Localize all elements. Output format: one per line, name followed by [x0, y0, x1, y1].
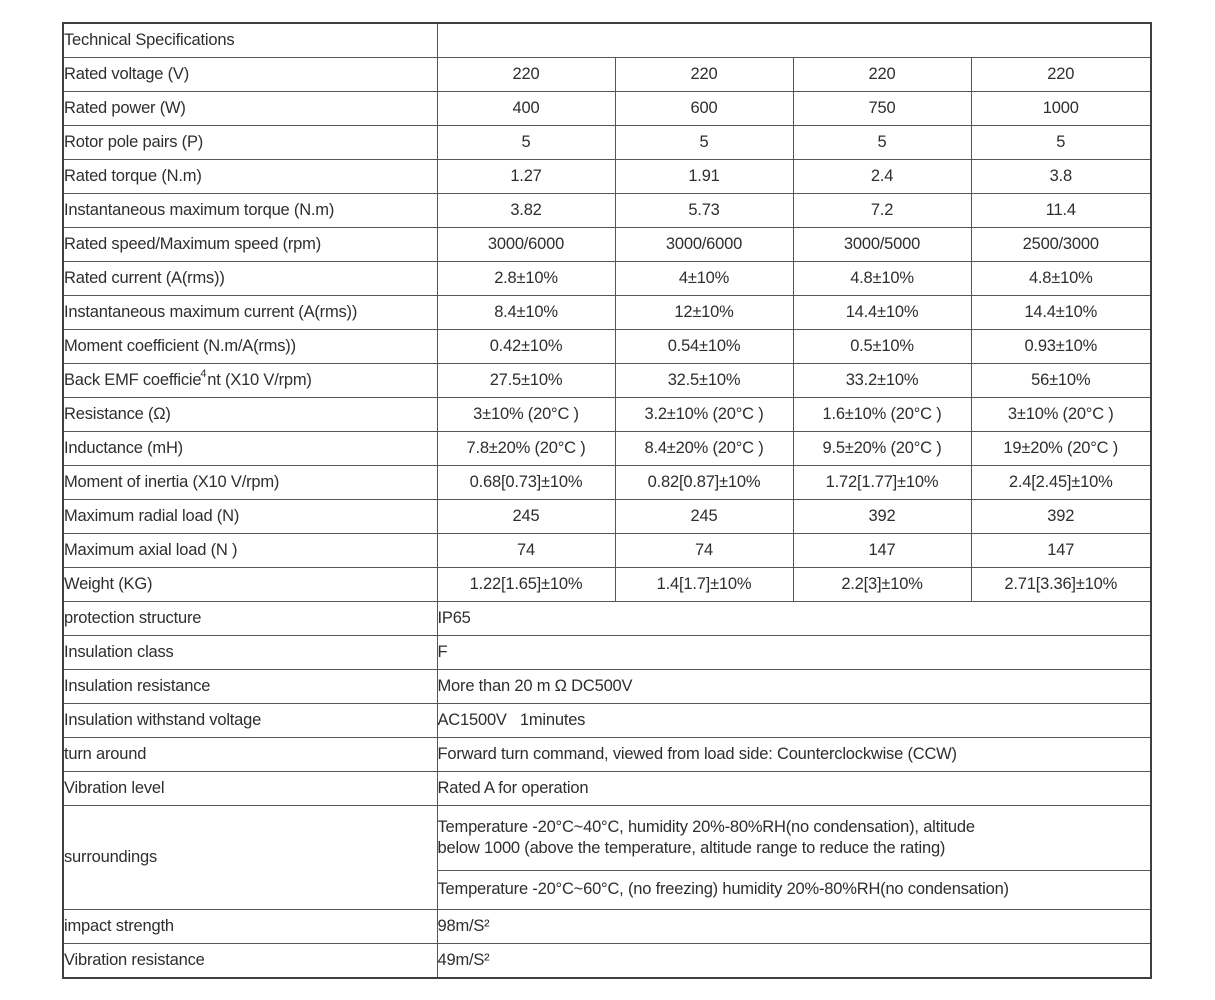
spec-value-cell: 5	[615, 126, 793, 160]
spec-value-cell: 27.5±10%	[437, 364, 615, 398]
label-superscript: 4	[200, 368, 207, 380]
bottom-row	[63, 910, 1151, 944]
spec-value-cell: 2.4[2.45]±10%	[971, 466, 1151, 500]
spec-row	[63, 330, 1151, 364]
spec-value-cell: 1.4[1.7]±10%	[615, 568, 793, 602]
spec-value-cell: 3000/6000	[615, 228, 793, 262]
spec-value-cell: 400	[437, 92, 615, 126]
spec-value-cell: 11.4	[971, 194, 1151, 228]
spec-value-cell: 1.6±10% (20°C )	[793, 398, 971, 432]
spec-row-label: Rated speed/Maximum speed (rpm)	[63, 228, 437, 262]
spec-value-cell: 220	[437, 58, 615, 92]
full-row-value: F	[437, 636, 1151, 670]
spec-table-body	[63, 23, 1151, 978]
spec-value-cell: 3000/5000	[793, 228, 971, 262]
spec-value-cell: 4±10%	[615, 262, 793, 296]
spec-value-cell: 3.8	[971, 160, 1151, 194]
label-prefix: Back EMF coefficie	[64, 371, 202, 389]
spec-value-cell: 2.8±10%	[437, 262, 615, 296]
surroundings-value-1	[437, 806, 1151, 871]
full-row-value: AC1500V 1minutes	[437, 704, 1151, 738]
spec-value-cell: 0.42±10%	[437, 330, 615, 364]
spec-row	[63, 432, 1151, 466]
spec-row	[63, 92, 1151, 126]
spec-value-cell: 0.54±10%	[615, 330, 793, 364]
spec-value-cell: 245	[615, 500, 793, 534]
spec-value-cell: 8.4±10%	[437, 296, 615, 330]
full-row	[63, 636, 1151, 670]
spec-row-label: Rated power (W)	[63, 92, 437, 126]
full-row-value: Forward turn command, viewed from load side: Counterclockwise (CCW)	[437, 738, 1151, 772]
spec-value-cell: 4.8±10%	[793, 262, 971, 296]
spec-value-cell: 12±10%	[615, 296, 793, 330]
spec-value-cell: 3.82	[437, 194, 615, 228]
spec-row	[63, 228, 1151, 262]
spec-value-cell: 0.68[0.73]±10%	[437, 466, 615, 500]
spec-value-cell: 3±10% (20°C )	[971, 398, 1151, 432]
spec-value-cell: 5.73	[615, 194, 793, 228]
full-row-value: Rated A for operation	[437, 772, 1151, 806]
spec-row-label: Maximum radial load (N)	[63, 500, 437, 534]
spec-value-cell: 392	[971, 500, 1151, 534]
spec-row-label: Rotor pole pairs (P)	[63, 126, 437, 160]
spec-row-label: Instantaneous maximum current (A(rms))	[63, 296, 437, 330]
spec-value-cell: 74	[437, 534, 615, 568]
full-row-label: protection structure	[63, 602, 437, 636]
full-row-label: turn around	[63, 738, 437, 772]
spec-value-cell: 7.8±20% (20°C )	[437, 432, 615, 466]
spec-table	[62, 22, 1152, 979]
spec-value-cell: 14.4±10%	[793, 296, 971, 330]
spec-row	[63, 58, 1151, 92]
spec-value-cell: 1000	[971, 92, 1151, 126]
spec-value-cell: 19±20% (20°C )	[971, 432, 1151, 466]
spec-value-cell: 14.4±10%	[971, 296, 1151, 330]
full-row-value: More than 20 m Ω DC500V	[437, 670, 1151, 704]
spec-row	[63, 296, 1151, 330]
bottom-row-value: 98m/S²	[437, 910, 1151, 944]
surroundings-row	[63, 806, 1151, 871]
spec-row-label	[63, 364, 437, 398]
spec-value-cell: 220	[971, 58, 1151, 92]
spec-row	[63, 568, 1151, 602]
surroundings-value-1-line-1: Temperature -20°C~40°C, humidity 20%-80%RH(no condensation), altitude	[437, 817, 975, 836]
header-row	[63, 23, 1151, 58]
full-row	[63, 772, 1151, 806]
spec-value-cell: 2.2[3]±10%	[793, 568, 971, 602]
spec-row	[63, 126, 1151, 160]
surroundings-label: surroundings	[63, 806, 437, 910]
spec-value-cell: 9.5±20% (20°C )	[793, 432, 971, 466]
spec-value-cell: 5	[971, 126, 1151, 160]
full-row-label: Insulation withstand voltage	[63, 704, 437, 738]
spec-value-cell: 0.82[0.87]±10%	[615, 466, 793, 500]
spec-value-cell: 392	[793, 500, 971, 534]
full-row-label: Insulation resistance	[63, 670, 437, 704]
spec-value-cell: 5	[437, 126, 615, 160]
spec-row	[63, 534, 1151, 568]
spec-value-cell: 56±10%	[971, 364, 1151, 398]
spec-row	[63, 262, 1151, 296]
full-row	[63, 670, 1151, 704]
full-row	[63, 704, 1151, 738]
bottom-row-label: Vibration resistance	[63, 944, 437, 979]
spec-value-cell: 147	[793, 534, 971, 568]
spec-row	[63, 500, 1151, 534]
spec-row-label: Rated voltage (V)	[63, 58, 437, 92]
full-row	[63, 738, 1151, 772]
spec-value-cell: 32.5±10%	[615, 364, 793, 398]
spec-value-cell: 3.2±10% (20°C )	[615, 398, 793, 432]
spec-value-cell: 5	[793, 126, 971, 160]
spec-row-label: Rated current (A(rms))	[63, 262, 437, 296]
spec-value-cell: 220	[615, 58, 793, 92]
spec-value-cell: 600	[615, 92, 793, 126]
spec-value-cell: 245	[437, 500, 615, 534]
spec-value-cell: 3000/6000	[437, 228, 615, 262]
spec-value-cell: 2.4	[793, 160, 971, 194]
spec-value-cell: 1.72[1.77]±10%	[793, 466, 971, 500]
spec-row-label: Weight (KG)	[63, 568, 437, 602]
spec-value-cell: 750	[793, 92, 971, 126]
spec-row-label: Resistance (Ω)	[63, 398, 437, 432]
spec-value-cell: 147	[971, 534, 1151, 568]
table-title: Technical Specifications	[63, 23, 437, 58]
spec-row-label: Inductance (mH)	[63, 432, 437, 466]
spec-row	[63, 398, 1151, 432]
spec-value-cell: 3±10% (20°C )	[437, 398, 615, 432]
bottom-row-label: impact strength	[63, 910, 437, 944]
full-row-value: IP65	[437, 602, 1151, 636]
spec-row	[63, 364, 1151, 398]
spec-value-cell: 2.71[3.36]±10%	[971, 568, 1151, 602]
spec-row-label: Moment of inertia (X10 V/rpm)	[63, 466, 437, 500]
spec-value-cell: 0.5±10%	[793, 330, 971, 364]
bottom-row	[63, 944, 1151, 979]
spec-value-cell: 74	[615, 534, 793, 568]
spec-value-cell: 33.2±10%	[793, 364, 971, 398]
label-suffix: nt (X10 V/rpm)	[207, 371, 312, 389]
spec-value-cell: 220	[793, 58, 971, 92]
spec-row-label: Maximum axial load (N )	[63, 534, 437, 568]
spec-row-label: Moment coefficient (N.m/A(rms))	[63, 330, 437, 364]
surroundings-value-2: Temperature -20°C~60°C, (no freezing) humidity 20%-80%RH(no condensation)	[437, 871, 1151, 910]
spec-row-label: Instantaneous maximum torque (N.m)	[63, 194, 437, 228]
spec-value-cell: 1.27	[437, 160, 615, 194]
spec-row	[63, 160, 1151, 194]
spec-row	[63, 466, 1151, 500]
spec-value-cell: 0.93±10%	[971, 330, 1151, 364]
bottom-row-value: 49m/S²	[437, 944, 1151, 979]
spec-value-cell: 7.2	[793, 194, 971, 228]
full-row-label: Vibration level	[63, 772, 437, 806]
spec-row	[63, 194, 1151, 228]
header-empty-cell	[437, 23, 1151, 58]
spec-value-cell: 2500/3000	[971, 228, 1151, 262]
full-row	[63, 602, 1151, 636]
spec-value-cell: 4.8±10%	[971, 262, 1151, 296]
spec-value-cell: 1.22[1.65]±10%	[437, 568, 615, 602]
surroundings-value-1-line-2: below 1000 (above the temperature, altitude range to reduce the rating)	[437, 839, 946, 857]
spec-row-label: Rated torque (N.m)	[63, 160, 437, 194]
spec-value-cell: 1.91	[615, 160, 793, 194]
full-row-label: Insulation class	[63, 636, 437, 670]
spec-value-cell: 8.4±20% (20°C )	[615, 432, 793, 466]
